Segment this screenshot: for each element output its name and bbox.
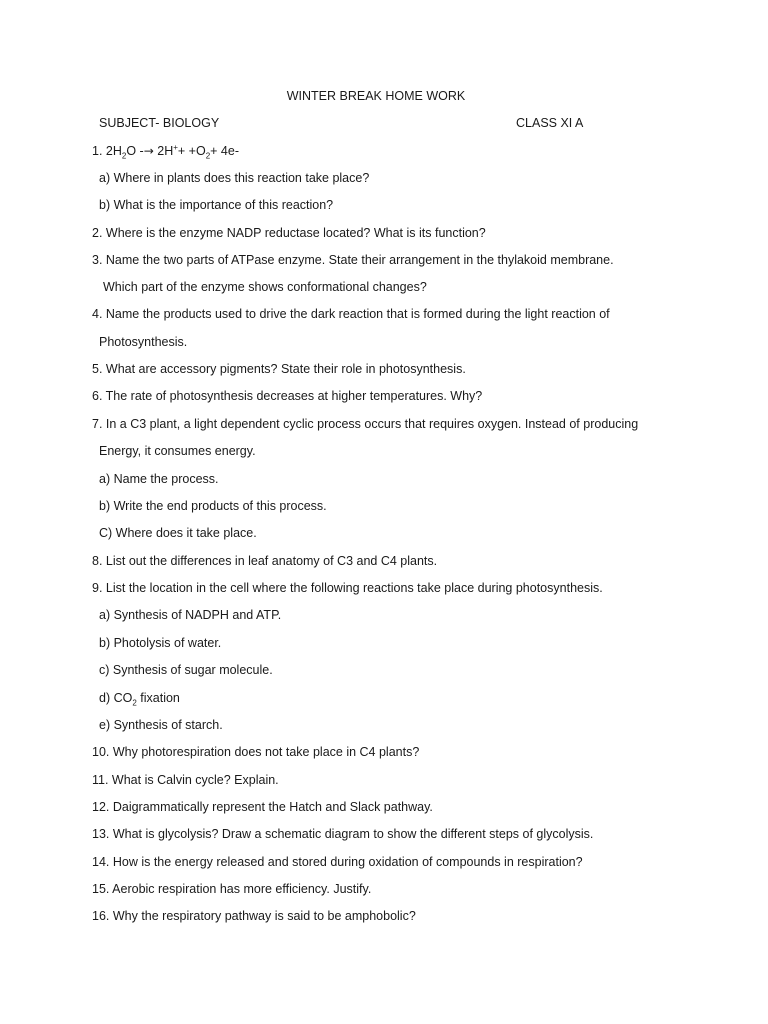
question-9b: b) Photolysis of water. (99, 636, 222, 650)
question-7b: b) Write the end products of this process. (99, 499, 327, 513)
question-9a: a) Synthesis of NADPH and ATP. (99, 608, 282, 622)
question-7: 7. In a C3 plant, a light dependent cyclic process occurs that requires oxygen. Instead of producing (92, 417, 639, 431)
question-9: 9. List the location in the cell where the following reactions take place during photosynthesis. (92, 581, 603, 595)
page-title: WINTER BREAK HOME WORK (286, 89, 466, 103)
question-14: 14. How is the energy released and stored during oxidation of compounds in respiration? (92, 855, 583, 869)
question-12: 12. Daigrammatically represent the Hatch and Slack pathway. (92, 800, 433, 814)
question-9d: d) $CO_2$ fixation (99, 691, 180, 708)
question-8: 8. List out the differences in leaf anatomy of C3 and C4 plants. (92, 554, 438, 568)
question-4: 4. Name the products used to drive the dark reaction that is formed during the light reaction of (92, 307, 610, 321)
subject-label: SUBJECT- BIOLOGY (99, 116, 220, 130)
question-3: 3. Name the two parts of ATPase enzyme. State their arrangement in the thylakoid membrane. (92, 253, 614, 267)
question-10: 10. Why photorespiration does not take place in C4 plants? (92, 745, 420, 759)
question-2: 2. Where is the enzyme NADP reductase located? What is its function? (92, 226, 486, 240)
question-4-cont: Photosynthesis. (99, 335, 188, 349)
question-3-cont: Which part of the enzyme shows conformational changes? (103, 280, 427, 294)
question-7c: C) Where does it take place. (99, 526, 257, 540)
question-7a: a) Name the process. (99, 472, 219, 486)
arrow-icon: → (143, 144, 154, 158)
question-13: 13. What is glycolysis? Draw a schematic diagram to show the different steps of glycolysis. (92, 827, 594, 841)
question-11: 11. What is Calvin cycle? Explain. (92, 773, 279, 787)
question-9c: c) Synthesis of sugar molecule. (99, 663, 273, 677)
question-6: 6. The rate of photosynthesis decreases at higher temperatures. Why? (92, 389, 483, 403)
question-1-equation: 1. $2H_2O -\to 2H^++ +O_2+ 4e-$ (92, 142, 239, 161)
question-1b: b) What is the importance of this reaction? (99, 198, 334, 212)
question-9e: e) Synthesis of starch. (99, 718, 223, 732)
class-label: CLASS XI A (516, 116, 584, 130)
question-5: 5. What are accessory pigments? State their role in photosynthesis. (92, 362, 466, 376)
question-15: 15. Aerobic respiration has more efficiency. Justify. (92, 882, 372, 896)
question-7-cont: Energy, it consumes energy. (99, 444, 256, 458)
question-16: 16. Why the respiratory pathway is said to be amphobolic? (92, 909, 416, 923)
question-1a: a) Where in plants does this reaction take place? (99, 171, 370, 185)
